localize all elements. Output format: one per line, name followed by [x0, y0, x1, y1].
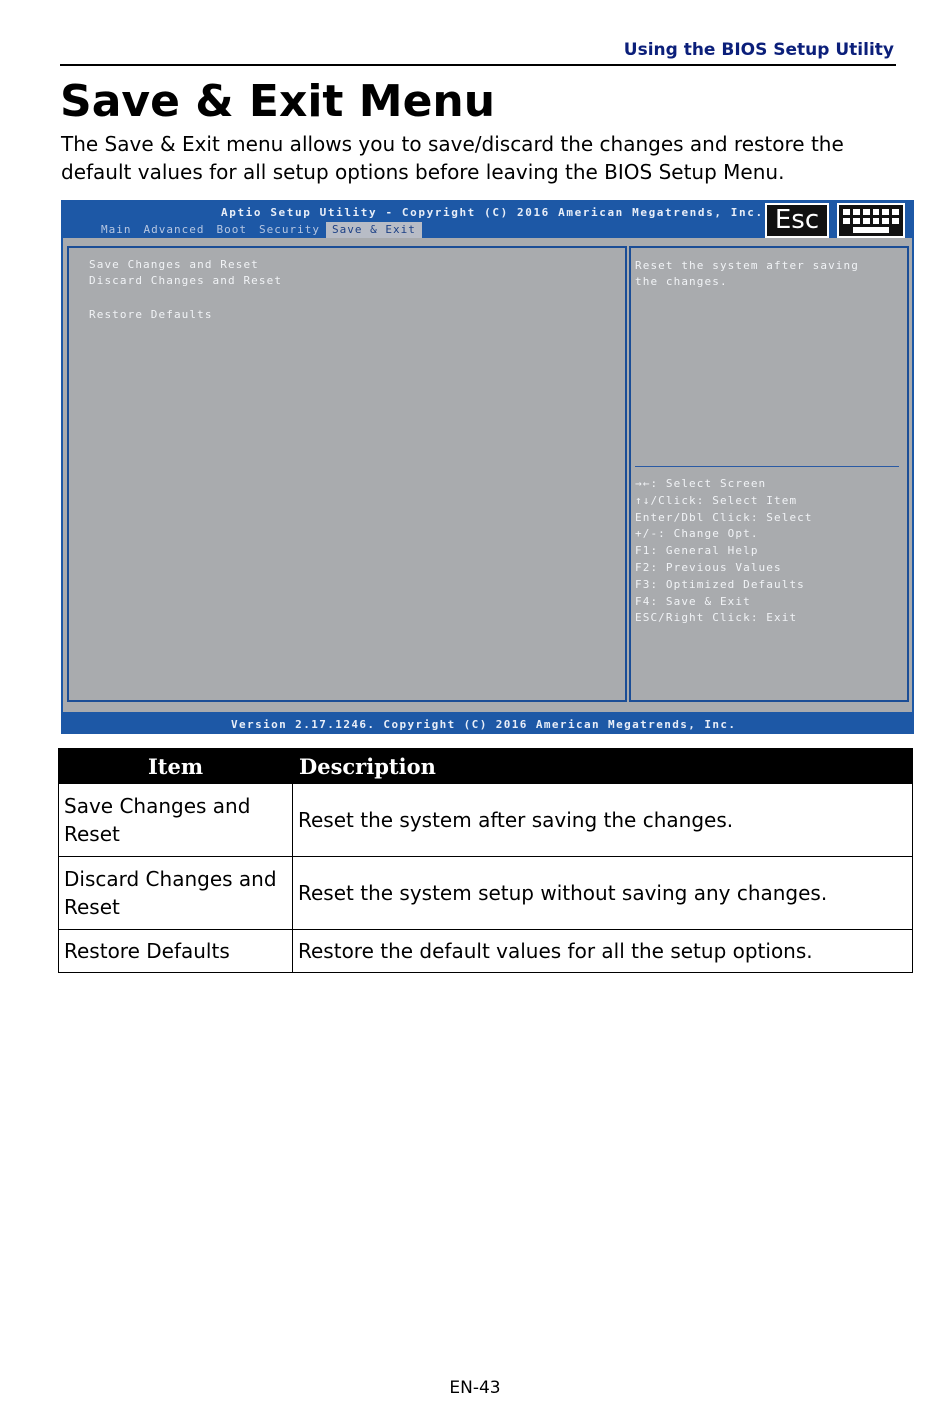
bios-tab-advanced[interactable]: Advanced: [143, 223, 205, 236]
key-legend-previous-values: F2: Previous Values: [635, 560, 782, 574]
table-cell-description: Reset the system setup without saving any changes.: [293, 857, 913, 930]
bios-body: [63, 238, 912, 712]
key-legend-select-item: ↑↓/Click: Select Item: [635, 493, 798, 507]
bios-menu-restore-defaults[interactable]: Restore Defaults: [89, 308, 213, 321]
page-title: Save & Exit Menu: [60, 76, 496, 127]
bios-tab-save-exit[interactable]: Save & Exit: [326, 222, 422, 238]
key-legend-optimized-defaults: F3: Optimized Defaults: [635, 577, 805, 591]
bios-help-text: [635, 258, 859, 290]
bios-tab-security[interactable]: Security: [258, 223, 320, 236]
column-header-description: Description: [293, 749, 913, 784]
bios-help-line: the changes.: [635, 275, 728, 288]
bios-help-divider: [635, 466, 899, 467]
intro-paragraph: The Save & Exit menu allows you to save/discard the changes and restore the default values for all setup options before leaving the BIOS Setup Menu.: [61, 132, 844, 184]
table-row: [59, 784, 913, 857]
bios-help-panel: [629, 246, 909, 702]
key-legend-save-exit: F4: Save & Exit: [635, 594, 751, 608]
key-legend-change-opt: +/-: Change Opt.: [635, 527, 759, 541]
bios-tab-main[interactable]: Main: [101, 223, 132, 236]
table-row: [59, 930, 913, 973]
bios-menu-discard-changes-reset[interactable]: Discard Changes and Reset: [89, 274, 283, 287]
running-header: [60, 38, 896, 66]
keyboard-icon[interactable]: [837, 203, 905, 238]
running-header-title: Using the BIOS Setup Utility: [623, 40, 894, 60]
key-legend-select-screen: →←: Select Screen: [635, 477, 767, 490]
bios-footer: Version 2.17.1246. Copyright (C) 2016 American Megatrends, Inc.: [231, 718, 737, 731]
bios-screenshot: [61, 200, 914, 734]
table-cell-description: Restore the default values for all the setup options.: [293, 930, 913, 973]
key-legend-general-help: F1: General Help: [635, 544, 759, 558]
key-legend-select: Enter/Dbl Click: Select: [635, 510, 813, 524]
table-header-row: [59, 749, 913, 784]
table-cell-item: Discard Changes and Reset: [59, 857, 293, 930]
bios-key-legend: [635, 476, 813, 627]
bios-title: Aptio Setup Utility - Copyright (C) 2016 American Megatrends, Inc.: [221, 206, 764, 219]
column-header-item: Item: [59, 749, 293, 784]
page-number: EN-43: [449, 1378, 501, 1398]
table-cell-item: Restore Defaults: [59, 930, 293, 973]
key-legend-exit: ESC/Right Click: Exit: [635, 611, 798, 625]
table-cell-description: Reset the system after saving the changes.: [293, 784, 913, 857]
bios-menu-save-changes-reset[interactable]: Save Changes and Reset: [89, 258, 259, 271]
bios-help-line: Reset the system after saving: [635, 259, 859, 272]
table-cell-item: Save Changes and Reset: [59, 784, 293, 857]
bios-menu-panel: [67, 246, 627, 702]
item-description-table: [58, 748, 913, 973]
bios-tab-bar: [95, 222, 422, 238]
esc-key-icon[interactable]: Esc: [765, 203, 829, 238]
table-row: [59, 857, 913, 930]
bios-tab-boot[interactable]: Boot: [216, 223, 247, 236]
